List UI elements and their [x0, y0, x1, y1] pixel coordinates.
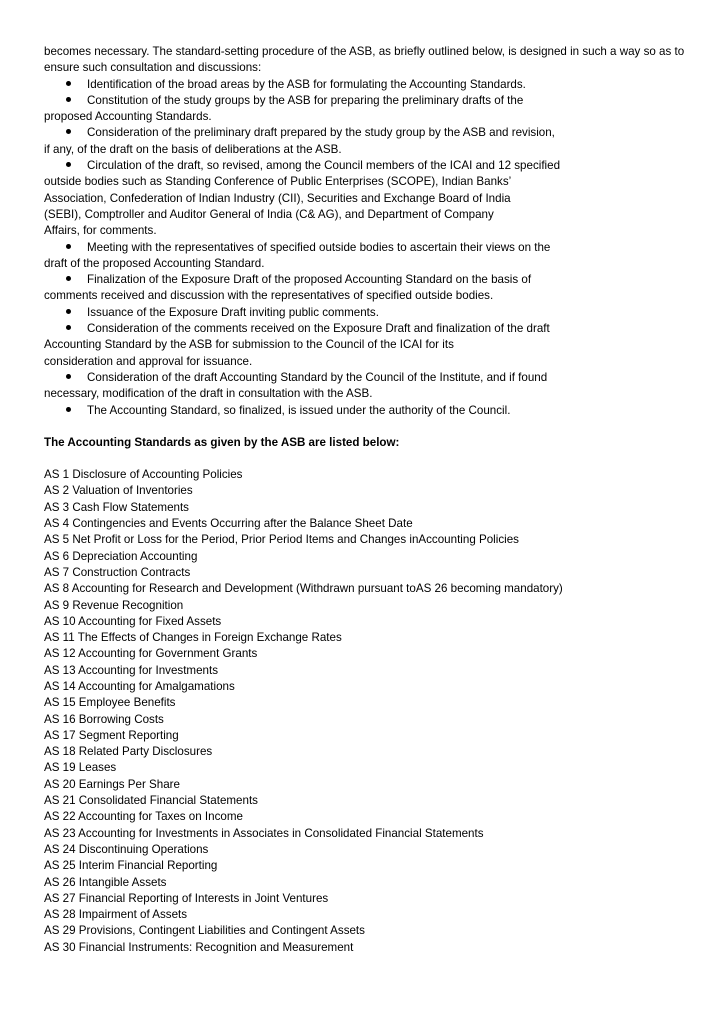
procedure-step-text: (SEBI), Comptroller and Auditor General of India (C& AG), and Department of Company	[44, 207, 494, 221]
procedure-step-text: Meeting with the representatives of specified outside bodies to ascertain their views on the	[87, 240, 551, 254]
procedure-step	[44, 125, 698, 158]
procedure-step-text: Association, Confederation of Indian Industry (CII), Securities and Exchange Board of India	[44, 191, 511, 205]
procedure-step-text: Issuance of the Exposure Draft inviting public comments.	[87, 305, 379, 319]
procedure-step-text: Identification of the broad areas by the ASB for formulating the Accounting Standards.	[87, 77, 526, 91]
standard-item: AS 24 Discontinuing Operations	[44, 842, 209, 856]
standard-item: AS 5 Net Profit or Loss for the Period, Prior Period Items and Changes inAccounting Policies	[44, 533, 519, 547]
standard-item: AS 26 Intangible Assets	[44, 875, 167, 889]
procedure-step-text: comments received and discussion with the representatives of specified outside bodies.	[44, 289, 494, 303]
procedure-step-line	[44, 77, 698, 93]
standard-item: AS 12 Accounting for Government Grants	[44, 647, 258, 661]
standard-item: AS 4 Contingencies and Events Occurring after the Balance Sheet Date	[44, 517, 413, 531]
procedure-step-line	[44, 403, 698, 419]
procedure-step-line	[44, 354, 698, 370]
procedure-step-text: proposed Accounting Standards.	[44, 110, 212, 124]
procedure-step	[44, 93, 698, 126]
bullet-icon	[66, 309, 71, 314]
procedure-step-text: outside bodies such as Standing Conference of Public Enterprises (SCOPE), Indian Banks’	[44, 175, 512, 189]
standard-item: AS 18 Related Party Disclosures	[44, 745, 213, 759]
standard-item: AS 20 Earnings Per Share	[44, 777, 180, 791]
procedure-steps-list	[44, 77, 698, 419]
standard-item: AS 9 Revenue Recognition	[44, 598, 184, 612]
procedure-step-text: if any, of the draft on the basis of deliberations at the ASB.	[44, 142, 342, 156]
procedure-step	[44, 272, 698, 305]
procedure-step	[44, 77, 698, 93]
procedure-step-line	[44, 321, 698, 337]
standard-item: AS 8 Accounting for Research and Development (Withdrawn pursuant toAS 26 becoming mandatory)	[44, 582, 563, 596]
procedure-step-line	[44, 158, 698, 174]
procedure-step-text: Accounting Standard by the ASB for submission to the Council of the ICAI for its	[44, 338, 454, 352]
standard-item: AS 10 Accounting for Fixed Assets	[44, 614, 222, 628]
standard-item: AS 15 Employee Benefits	[44, 696, 176, 710]
bullet-icon	[66, 97, 71, 102]
procedure-step-line	[44, 386, 698, 402]
procedure-step-line	[44, 207, 698, 223]
procedure-step-line	[44, 142, 698, 158]
procedure-step-line	[44, 272, 698, 288]
standard-item: AS 2 Valuation of Inventories	[44, 484, 193, 498]
standard-item: AS 30 Financial Instruments: Recognition and Measurement	[44, 940, 354, 954]
bullet-icon	[66, 325, 71, 330]
standard-item: AS 27 Financial Reporting of Interests in Joint Ventures	[44, 891, 329, 905]
procedure-step-line	[44, 370, 698, 386]
bullet-icon	[66, 407, 71, 412]
bullet-icon	[66, 81, 71, 86]
procedure-step-text: Consideration of the preliminary draft prepared by the study group by the ASB and revision,	[87, 126, 555, 140]
procedure-step-text: Consideration of the comments received on the Exposure Draft and finalization of the draft	[87, 322, 550, 336]
intro-paragraph: becomes necessary. The standard-setting procedure of the ASB, as briefly outlined below, is designed in such a way so as to ensure such consultation and discussions:	[44, 45, 685, 75]
procedure-step-text: Constitution of the study groups by the ASB for preparing the preliminary drafts of the	[87, 93, 524, 107]
bullet-icon	[66, 244, 71, 249]
procedure-step-line	[44, 125, 698, 141]
procedure-step-line	[44, 337, 698, 353]
standard-item: AS 6 Depreciation Accounting	[44, 549, 198, 563]
standard-item: AS 22 Accounting for Taxes on Income	[44, 810, 243, 824]
procedure-step-text: Finalization of the Exposure Draft of the proposed Accounting Standard on the basis of	[87, 273, 532, 287]
procedure-step-line	[44, 191, 698, 207]
standard-item: AS 7 Construction Contracts	[44, 565, 191, 579]
procedure-step-line	[44, 174, 698, 190]
procedure-step-line	[44, 240, 698, 256]
bullet-icon	[66, 276, 71, 281]
procedure-step-text: The Accounting Standard, so finalized, is issued under the authority of the Council.	[87, 403, 511, 417]
procedure-step-line	[44, 288, 698, 304]
procedure-step	[44, 370, 698, 403]
standard-item: AS 13 Accounting for Investments	[44, 663, 219, 677]
standard-item: AS 28 Impairment of Assets	[44, 908, 188, 922]
procedure-step	[44, 403, 698, 419]
standard-item: AS 21 Consolidated Financial Statements	[44, 794, 258, 808]
standard-item: AS 16 Borrowing Costs	[44, 712, 164, 726]
procedure-step-line	[44, 256, 698, 272]
procedure-step	[44, 240, 698, 273]
standard-item: AS 23 Accounting for Investments in Associates in Consolidated Financial Statements	[44, 826, 484, 840]
procedure-step-text: Affairs, for comments.	[44, 224, 157, 238]
procedure-step-line	[44, 305, 698, 321]
procedure-step-text: Consideration of the draft Accounting Standard by the Council of the Institute, and if found	[87, 370, 548, 384]
standard-item: AS 11 The Effects of Changes in Foreign Exchange Rates	[44, 631, 342, 645]
standard-item: AS 1 Disclosure of Accounting Policies	[44, 468, 243, 482]
bullet-icon	[66, 162, 71, 167]
bullet-icon	[66, 129, 71, 134]
standard-item: AS 19 Leases	[44, 761, 117, 775]
procedure-step	[44, 305, 698, 321]
procedure-step-text: draft of the proposed Accounting Standard.	[44, 256, 265, 270]
standards-heading: The Accounting Standards as given by the ASB are listed below:	[44, 435, 400, 449]
procedure-step-line	[44, 93, 698, 109]
procedure-step-text: consideration and approval for issuance.	[44, 354, 253, 368]
procedure-step	[44, 158, 698, 239]
standard-item: AS 17 Segment Reporting	[44, 728, 179, 742]
standard-item: AS 25 Interim Financial Reporting	[44, 859, 218, 873]
procedure-step-text: necessary, modification of the draft in consultation with the ASB.	[44, 387, 373, 401]
standard-item: AS 14 Accounting for Amalgamations	[44, 679, 235, 693]
standard-item: AS 3 Cash Flow Statements	[44, 500, 189, 514]
standard-item: AS 29 Provisions, Contingent Liabilities and Contingent Assets	[44, 924, 365, 938]
procedure-step-line	[44, 109, 698, 125]
procedure-step	[44, 321, 698, 370]
procedure-step-line	[44, 223, 698, 239]
bullet-icon	[66, 374, 71, 379]
procedure-step-text: Circulation of the draft, so revised, among the Council members of the ICAI and 12 specified	[87, 159, 561, 173]
accounting-standards-list	[44, 467, 698, 956]
